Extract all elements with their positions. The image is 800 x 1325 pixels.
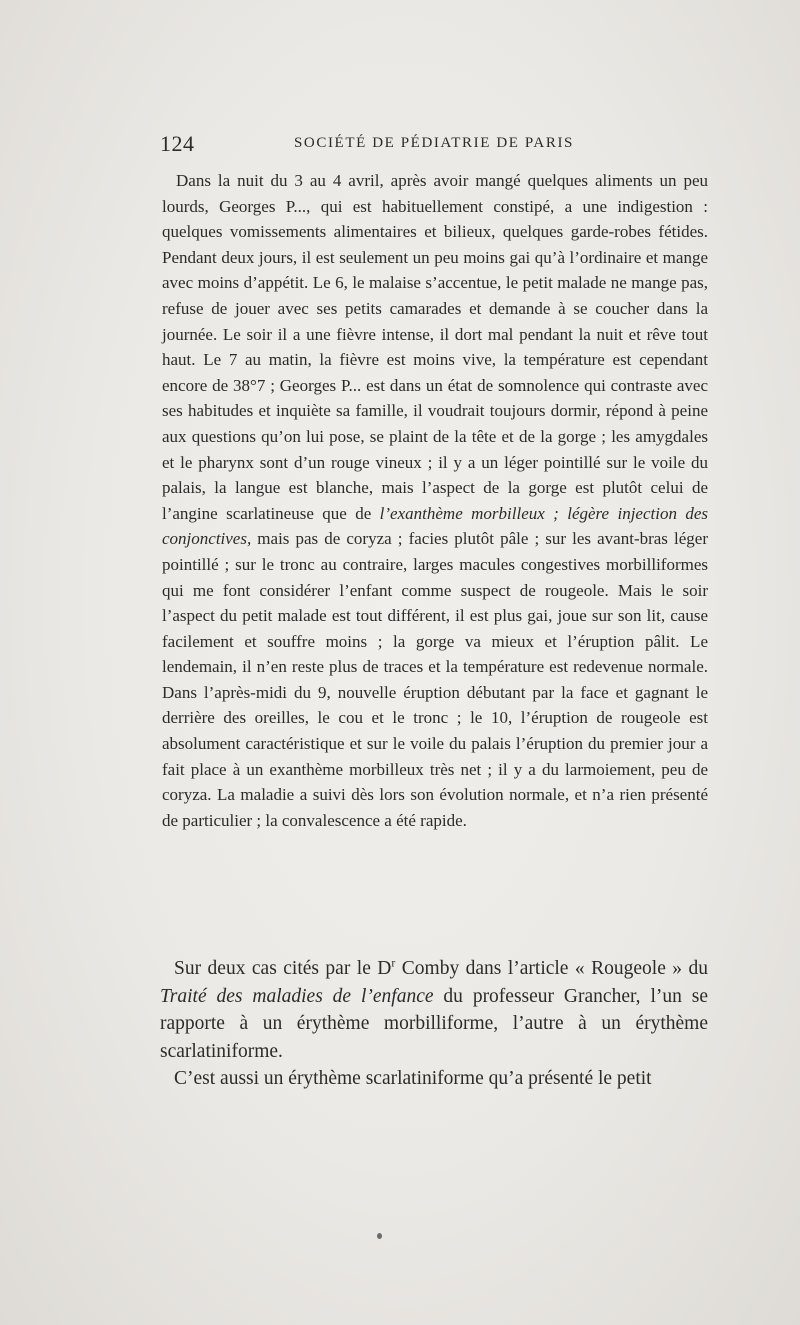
commentary-text-a: Sur deux cas cités par le D [174, 958, 392, 979]
case-report [162, 168, 708, 833]
commentary-paragraph-1 [160, 955, 708, 1065]
commentary [160, 955, 708, 1093]
commentary-italic-title: Traité des maladies de l’enfance [160, 985, 434, 1007]
commentary-text-b: Comby dans l’article « Rougeole » du [395, 958, 709, 979]
commentary-text-c: du professeur Grancher, l’un se rapporte à un érythème morbilliforme, l’autre à un érythème scarlatiniforme. [160, 985, 708, 1062]
page-header [160, 131, 708, 157]
case-report-text-1: Dans la nuit du 3 au 4 avril, après avoir mangé quelques aliments un peu lourds, Georges P..., qui est habituellement constipé, a une indigestion : quelques vomissements alimentaires et bilieux, quelques garde-robes fétides. Pendant deux jours, il est seulement un peu moins gai qu’à l’ordinaire et mange avec moins d’appétit. Le 6, le malaise s’accentue, le petit malade ne mange pas, refuse de jouer avec ses petits camarades et demande à se coucher dans la journée. Le soir il a une fièvre intense, il dort mal pendant la nuit et rêve tout haut. Le 7 au matin, la fièvre est moins vive, la température est cependant encore de 38°7 ; Georges P... est dans un état de somnolence qui contraste avec ses habitudes et inquiète sa famille, il voudrait toujours dormir, répond à peine aux questions qu’on lui pose, se plaint de la tête et de la gorge ; les amygdales et le pharynx sont d’un rouge vineux ; il y a un léger pointillé sur le voile du palais, la langue est blanche, mais l’aspect de la gorge est plutôt celui de l’angine scarlatineuse que de [162, 171, 708, 523]
commentary-sup: r [391, 956, 396, 970]
case-report-text-2: mais pas de coryza ; facies plutôt pâle ; sur les avant-bras léger pointillé ; sur le tronc au contraire, larges macules congestives morbilliformes qui me font considérer l’enfant comme suspect de rougeole. Mais le soir l’aspect du petit malade est tout différent, il est plus gai, joue sur son lit, cause facilement et souffre moins ; la gorge va mieux et l’éruption pâlit. Le lendemain, il n’en reste plus de traces et la température est redevenue normale. Dans l’après-midi du 9, nouvelle éruption débutant par la face et gagnant le derrière des oreilles, le cou et le tronc ; le 10, l’éruption de rougeole est absolument caractéristique et sur le voile du palais l’éruption du premier jour a fait place à un exanthème morbilleux très net ; il y a du larmoiement, peu de coryza. La maladie a suivi dès lors son évolution normale, et n’a rien présenté de particulier ; la convalescence a été rapide. [162, 529, 708, 830]
running-title: SOCIÉTÉ DE PÉDIATRIE DE PARIS [293, 135, 575, 151]
ink-dot [377, 1233, 382, 1239]
case-report-paragraph [162, 168, 708, 833]
commentary-paragraph-2: C’est aussi un érythème scarlatiniforme qu’a présenté le petit [174, 1068, 652, 1090]
case-report-italic: l’exanthème morbilleux ; légère injection des conjonctives, [162, 503, 709, 549]
page-number: 124 [160, 131, 195, 156]
